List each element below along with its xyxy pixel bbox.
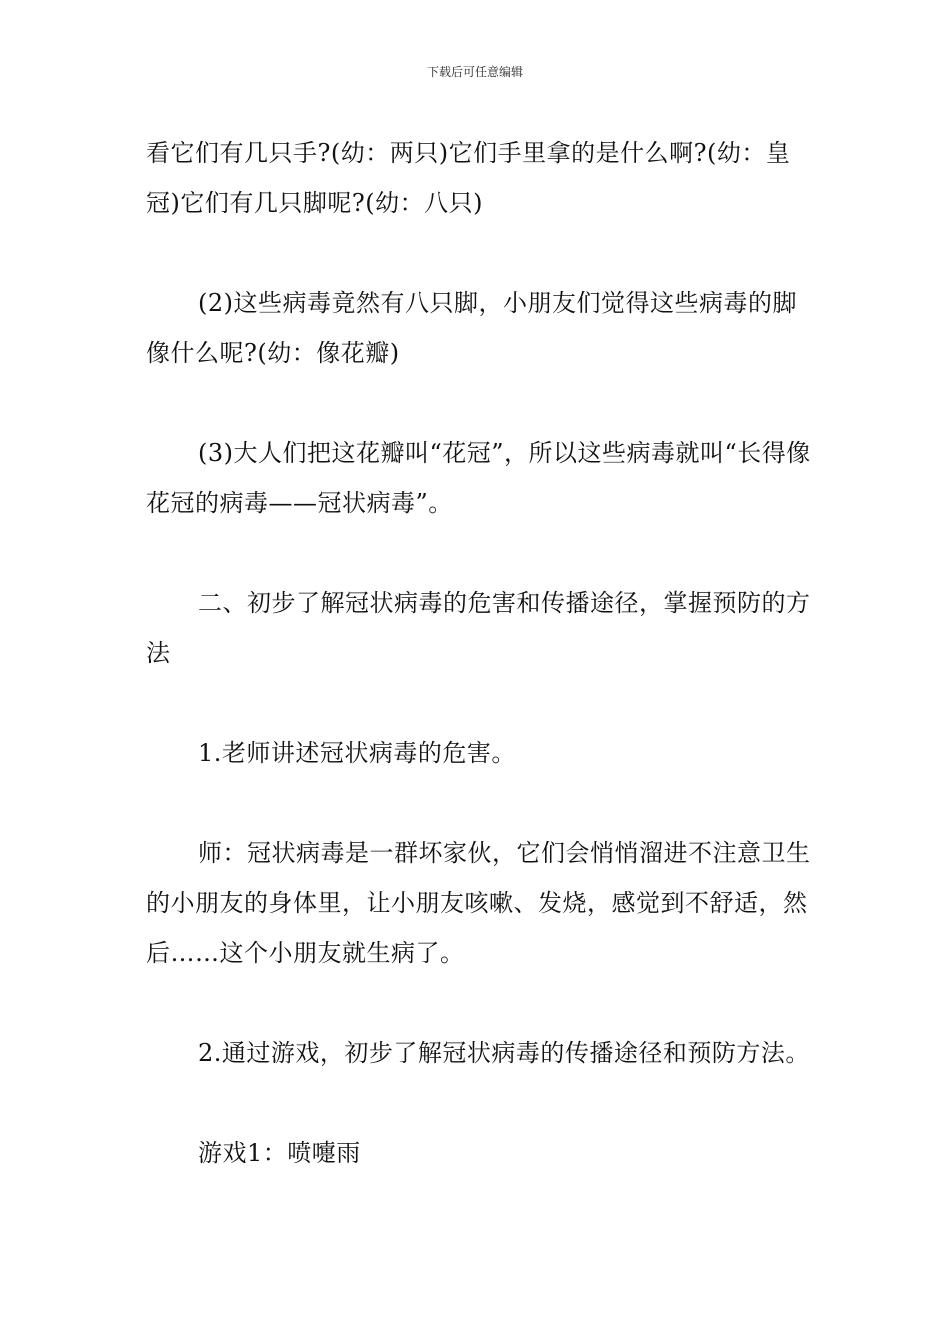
page-header: 下载后可任意编辑 — [426, 65, 523, 79]
paragraph-7: 2.通过游戏，初步了解冠状病毒的传播途径和预防方法。 — [198, 1039, 810, 1067]
document-body — [146, 128, 811, 1228]
paragraph-8: 游戏1：喷嚏雨 — [198, 1139, 361, 1167]
paragraph-1: 看它们有几只手?(幼：两只)它们手里拿的是什么啊?(幼：皇冠)它们有几只脚呢?(幼：八只) — [146, 139, 791, 217]
paragraph-3: (3)大人们把这花瓣叫“花冠”，所以这些病毒就叫“长得像花冠的病毒——冠状病毒”。 — [146, 439, 811, 517]
section-heading-2: 二、初步了解冠状病毒的危害和传播途径，掌握预防的方法 — [146, 589, 811, 667]
paragraph-2: (2)这些病毒竟然有八只脚，小朋友们觉得这些病毒的脚像什么呢?(幼：像花瓣) — [146, 289, 797, 367]
paragraph-6: 师：冠状病毒是一群坏家伙，它们会悄悄溜进不注意卫生的小朋友的身体里，让小朋友咳嗽、发烧，感觉到不舒适，然后……这个小朋友就生病了。 — [146, 839, 811, 967]
paragraph-5: 1.老师讲述冠状病毒的危害。 — [198, 739, 516, 767]
